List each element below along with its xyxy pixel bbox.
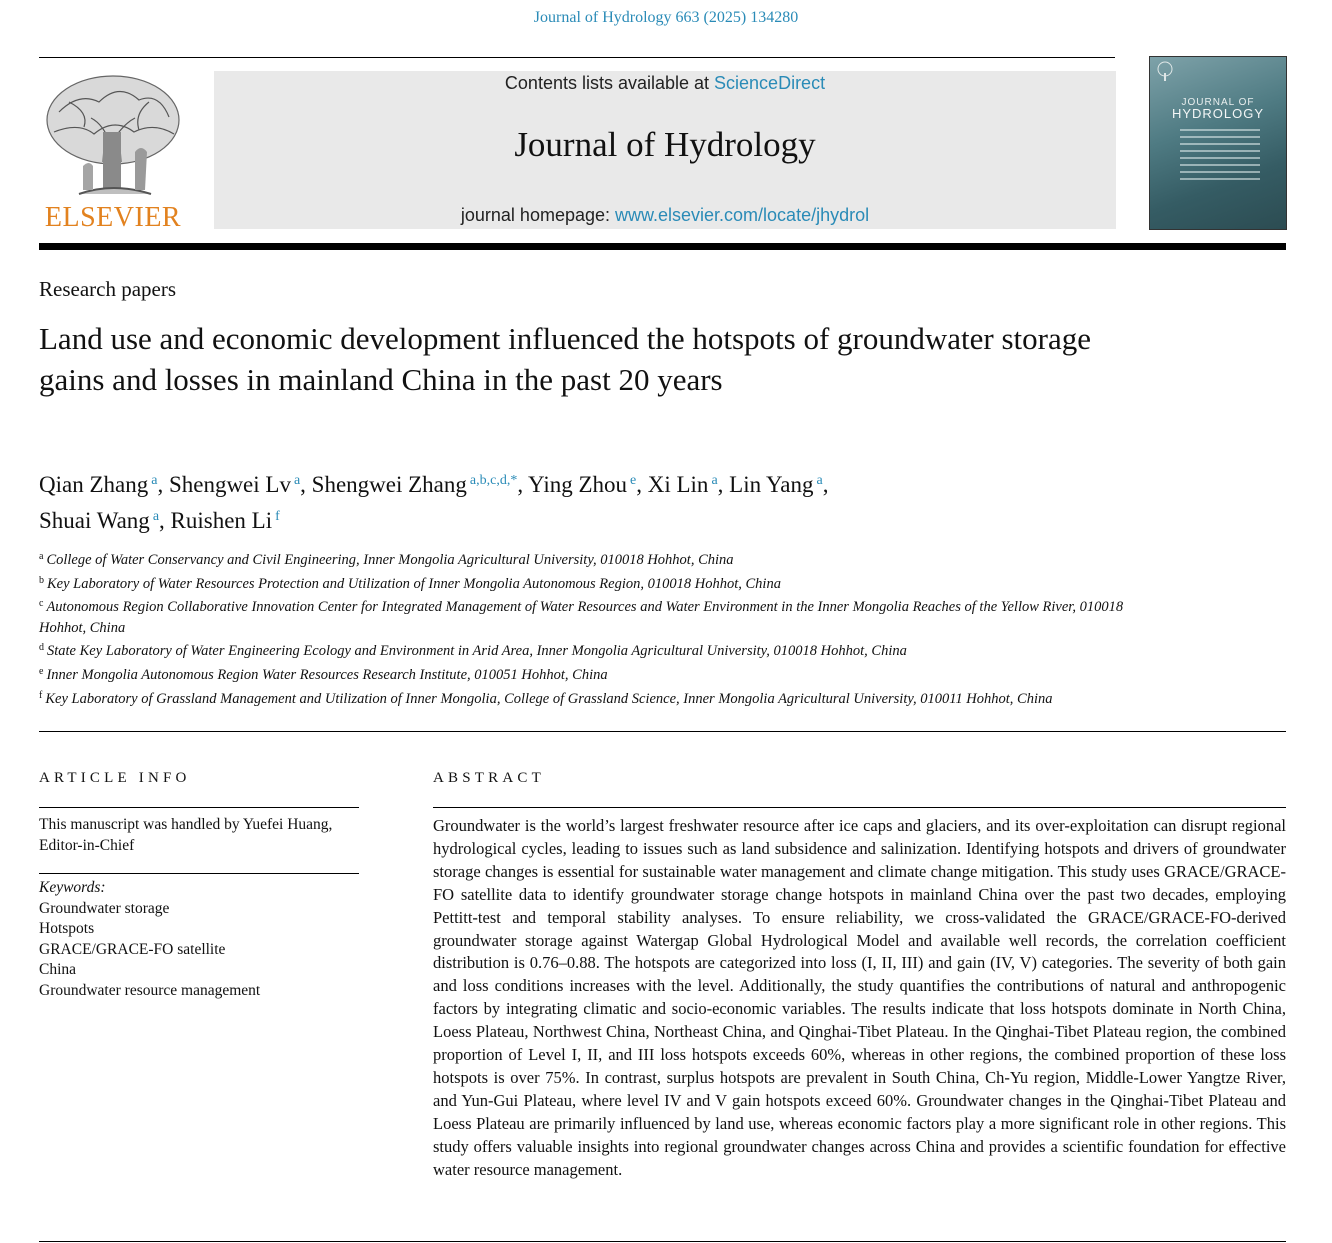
author-affiliation-marker[interactable]: a,b,c,d,*: [469, 473, 518, 488]
keyword-item: GRACE/GRACE-FO satellite: [39, 940, 226, 958]
cover-title-line2: HYDROLOGY: [1171, 106, 1265, 121]
keywords-block: [39, 878, 364, 1002]
affiliation-item: $^e$ Inner Mongolia Autonomous Region Water Resources Research Institute, 010051 Hohhot, China: [39, 665, 608, 683]
abstract-heading: ABSTRACT: [433, 770, 545, 786]
elsevier-tree-icon: [39, 72, 187, 200]
homepage-link[interactable]: www.elsevier.com/locate/jhydrol: [615, 205, 870, 225]
abstract-text: Groundwater is the world’s largest freshwater resource after ice caps and glaciers, and its over-exploitation can disrupt regional hydrological cycles, leading to issues such as land subsidence and salinization. Identifying hotspots and drivers of groundwater storage changes is essential for sustainable water management and climate change mitigation. This study uses GRACE/GRACE-FO satellite data to identify groundwater storage change hotspots in mainland China over the past two decades, employing Pettitt-test and temporal stability analyses. To ensure reliability, we cross-validated the GRACE/GRACE-FO-derived groundwater storage against Watergap Global Hydrological Model and available well records, the correlation coefficient distribution is 0.76–0.88. The hotspots are categorized into loss (I, II, III) and gain (IV, V) categories. The severity of both gain and loss conditions increases with the level. Additionally, the study quantifies the contributions of natural and anthropogenic factors by integrating climatic and socio-economic variables. The results indicate that loss hotspots dominate in North China, Loess Plateau, Northwest China, Northeast China, and Qinghai-Tibet Plateau. In the Qinghai-Tibet Plateau region, the combined proportion of Level I, II, and III loss hotspots exceeds 60%, whereas in other regions, the combined proportion of these loss hotspots is over 75%. In contrast, surplus hotspots are prevalent in South China, Ch-Yu region, Middle-Lower Yangtze River, and Yun-Gui Plateau, where level IV and V gain hotspots exceed 60%. Groundwater changes in the Qinghai-Tibet Plateau and Loess Plateau are primarily influenced by land use, whereas economic factors play a more significant role in other regions. This study offers valuable insights into regional groundwater changes across China and provides a scientific foundation for effective water resource management.: [433, 816, 1286, 1179]
homepage-prefix: journal homepage:: [460, 205, 615, 225]
affiliation-item: $^f$ Key Laboratory of Grassland Management and Utilization of Inner Mongolia, College of Grassland Science, Inner Mongolia Agricultural University, 010011 Hohhot, China: [39, 689, 1053, 707]
author-list: [39, 465, 1099, 537]
elsevier-logo[interactable]: [39, 72, 187, 232]
affiliation-item: $^c$ Autonomous Region Collaborative Innovation Center for Integrated Management of Water Resources and Water Environment in the Inner Mongolia Reaches of the Yellow River, 010018 Hohhot, China: [39, 598, 1124, 636]
abstract-rule: [433, 807, 1286, 808]
article-title: Land use and economic development influenced the hotspots of groundwater storage gains and losses in mainland China in the past 20 years: [39, 321, 1091, 397]
author-affiliation-marker[interactable]: f: [275, 509, 280, 524]
bottom-divider: [39, 1241, 1286, 1242]
keyword-item: Groundwater resource management: [39, 981, 261, 999]
author-affiliation-marker[interactable]: a: [816, 473, 823, 488]
author-item[interactable]: Shengwei Zhang $^{a,b,c,d,*}$,: [311, 472, 524, 497]
author-affiliation-marker[interactable]: e: [630, 473, 637, 488]
keywords-heading: Keywords:: [39, 879, 106, 896]
header-thick-divider: [39, 243, 1286, 250]
author-affiliation-marker[interactable]: a: [152, 509, 160, 524]
author-affiliation-marker[interactable]: a: [151, 473, 158, 488]
author-item[interactable]: Ying Zhou $^e$,: [527, 472, 642, 497]
keywords-rule: [39, 873, 359, 874]
author-item[interactable]: Xi Lin $^a$,: [647, 472, 724, 497]
cover-logo-icon: [1154, 61, 1176, 83]
author-affiliation-marker[interactable]: a: [711, 473, 718, 488]
affiliation-list: [39, 547, 1129, 709]
article-info-rule: [39, 807, 359, 808]
affiliation-item: $^d$ State Key Laboratory of Water Engineering Ecology and Environment in Arid Area, Inner Mongolia Agricultural University, 010018 Hohhot, China: [39, 642, 907, 660]
article-section-label: Research papers: [39, 277, 177, 301]
author-item[interactable]: Shuai Wang $^a$,: [39, 508, 165, 533]
author-affiliation-marker[interactable]: a: [293, 473, 301, 488]
journal-title: Journal of Hydrology: [514, 125, 816, 164]
contents-prefix: Contents lists available at: [504, 73, 715, 93]
cover-title-line1: JOURNAL OF: [1181, 97, 1255, 108]
top-divider: [39, 57, 1115, 58]
author-item[interactable]: Ruishen Li $^f$: [170, 508, 280, 533]
handling-editor-note: This manuscript was handled by Yuefei Huang, Editor-in-Chief: [39, 816, 333, 854]
cover-editor-list: [1180, 129, 1260, 185]
journal-citation-link[interactable]: Journal of Hydrology 663 (2025) 134280: [533, 9, 799, 26]
article-info-heading: ARTICLE INFO: [39, 770, 191, 786]
affiliations-divider: [39, 731, 1286, 732]
sciencedirect-link[interactable]: ScienceDirect: [714, 73, 826, 93]
journal-cover-thumbnail[interactable]: [1149, 56, 1287, 230]
keyword-item: Hotspots: [39, 920, 95, 938]
journal-banner: [214, 71, 1116, 229]
homepage-line: [214, 205, 1116, 226]
publisher-wordmark: ELSEVIER: [44, 202, 182, 233]
keyword-item: Groundwater storage: [39, 899, 170, 917]
contents-line: [214, 73, 1116, 94]
author-item[interactable]: Lin Yang $^a$,: [729, 472, 829, 497]
keyword-item: China: [39, 961, 77, 979]
author-item[interactable]: Qian Zhang $^a$,: [39, 472, 164, 497]
affiliation-item: $^b$ Key Laboratory of Water Resources Protection and Utilization of Inner Mongolia Autonomous Region, 010018 Hohhot, China: [39, 574, 781, 592]
author-item[interactable]: Shengwei Lv $^a$,: [168, 472, 306, 497]
affiliation-item: $^a$ College of Water Conservancy and Civil Engineering, Inner Mongolia Agricultural University, 010018 Hohhot, China: [39, 551, 734, 568]
